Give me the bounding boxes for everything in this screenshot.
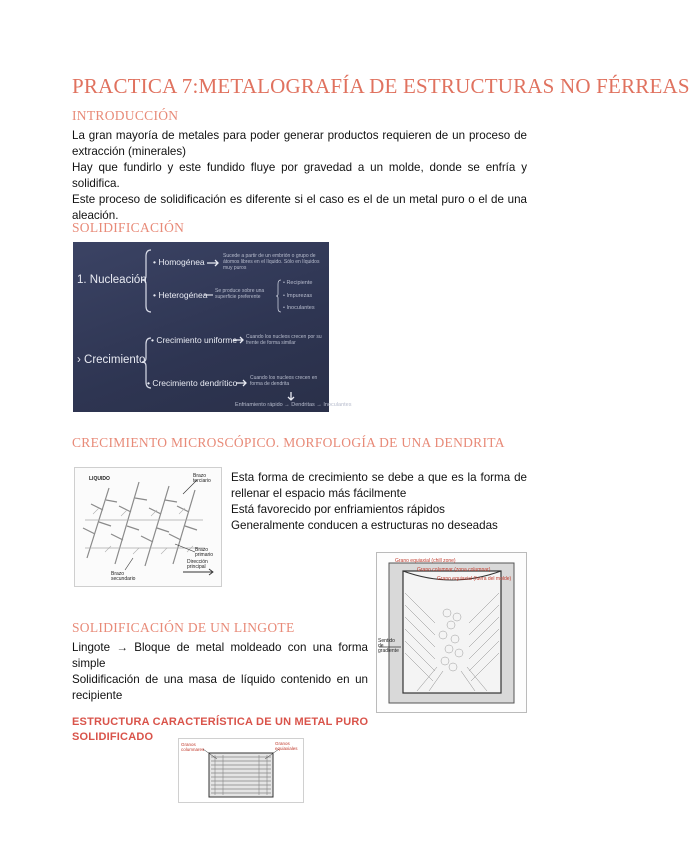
dendrite-label-direccion: Dirección principal — [187, 559, 208, 570]
ingot-line-2: Solidificación de una masa de líquido contenido en un recipiente — [72, 673, 368, 702]
dendrite-label-liquido: LIQUIDO — [89, 476, 110, 482]
slide-bottom-note: Enfriamiento rápido → Dendritas → Inoculantes — [235, 402, 352, 408]
micro-growth-heading: CRECIMIENTO MICROSCÓPICO. MORFOLOGÍA DE UNA DENDRITA — [72, 435, 505, 450]
solidification-slide — [73, 242, 352, 412]
ingot-label-columnar: Grano columnar (zona columnar) — [417, 567, 491, 573]
dendrite-label-terciario: Brazo terciario — [193, 473, 211, 484]
slide-bullet-inoculantes: • Inoculantes — [283, 305, 315, 311]
slide-uniforme-note: Cuando los nucleos crecen por su frente de forma similar — [246, 334, 322, 346]
ingot-line-1: Lingote → Bloque de metal moldeado con una forma simple — [72, 641, 368, 670]
ingot-label-chill: Grano equiaxial (chill zone) — [395, 558, 456, 564]
page-title: PRACTICA 7:METALOGRAFÍA DE ESTRUCTURAS NO FÉRREAS — [72, 74, 690, 98]
pure-metal-figure — [178, 738, 304, 803]
pure-label-columnares: Granos columnares — [181, 742, 205, 752]
slide-crecimiento: › Crecimiento — [77, 354, 146, 366]
slide-nucleacion: 1. Nucleación — [77, 274, 147, 286]
dendrite-label-primario: Brazo primario — [195, 547, 214, 558]
dendrite-figure — [74, 467, 222, 587]
intro-heading: INTRODUCCIÓN — [72, 108, 179, 123]
ingot-label-equiaxial: Grano equiaxial (fuera del molde) — [437, 576, 512, 582]
pure-label-equiaxiales: Granos equiaxiales — [275, 741, 298, 751]
slide-homogenea-note: Sucede a partir de un embrión o grupo de átomos libres en el líquido. Sólo en líquidos muy puros — [223, 253, 320, 271]
solidification-heading: SOLIDIFICACIÓN — [72, 220, 185, 235]
dendrite-label-secundario: Brazo secundario — [111, 571, 136, 582]
intro-paragraph-1: La gran mayoría de metales para poder generar productos requieren de un proceso de extracción (minerales) — [72, 129, 527, 158]
micro-line-2: Está favorecido por enfriamientos rápidos — [231, 503, 445, 516]
slide-dendritico-note: Cuando los nucleos crecen en forma de dendrita — [250, 375, 318, 387]
intro-paragraph-2: Hay que fundirlo y este fundido fluye por gravedad a un molde, donde se enfría y solidifica. — [72, 161, 527, 190]
micro-line-1: Esta forma de crecimiento se debe a que es la forma de rellenar el espacio más fácilmente — [231, 471, 527, 500]
ingot-figure — [376, 552, 527, 713]
intro-paragraph-3: Este proceso de solidificación es diferente si el caso es el de un metal puro o el de una aleación. — [72, 193, 527, 222]
ingot-label-gradiente: Sentido de gradiente — [378, 638, 399, 654]
slide-uniforme: • Crecimiento uniforme — [151, 335, 238, 345]
slide-bullet-recipiente: • Recipiente — [283, 280, 313, 286]
slide-heterogenea-note: Se produce sobre una superficie preferente — [215, 288, 265, 300]
micro-growth-text — [231, 470, 527, 534]
micro-line-3: Generalmente conducen a estructuras no deseadas — [231, 519, 498, 532]
slide-bullet-impurezas: • Impurezas — [283, 293, 313, 299]
ingot-heading: SOLIDIFICACIÓN DE UN LINGOTE — [72, 620, 295, 635]
pure-metal-heading: ESTRUCTURA CARACTERÍSTICA DE UN METAL PURO SOLIDIFICADO — [72, 716, 369, 743]
slide-homogenea: • Homogénea — [153, 257, 205, 267]
intro-section — [72, 128, 527, 224]
ingot-text — [72, 640, 368, 704]
slide-heterogenea: • Heterogénea — [153, 290, 208, 300]
slide-dendritico: • Crecimiento dendrítico — [147, 378, 238, 388]
